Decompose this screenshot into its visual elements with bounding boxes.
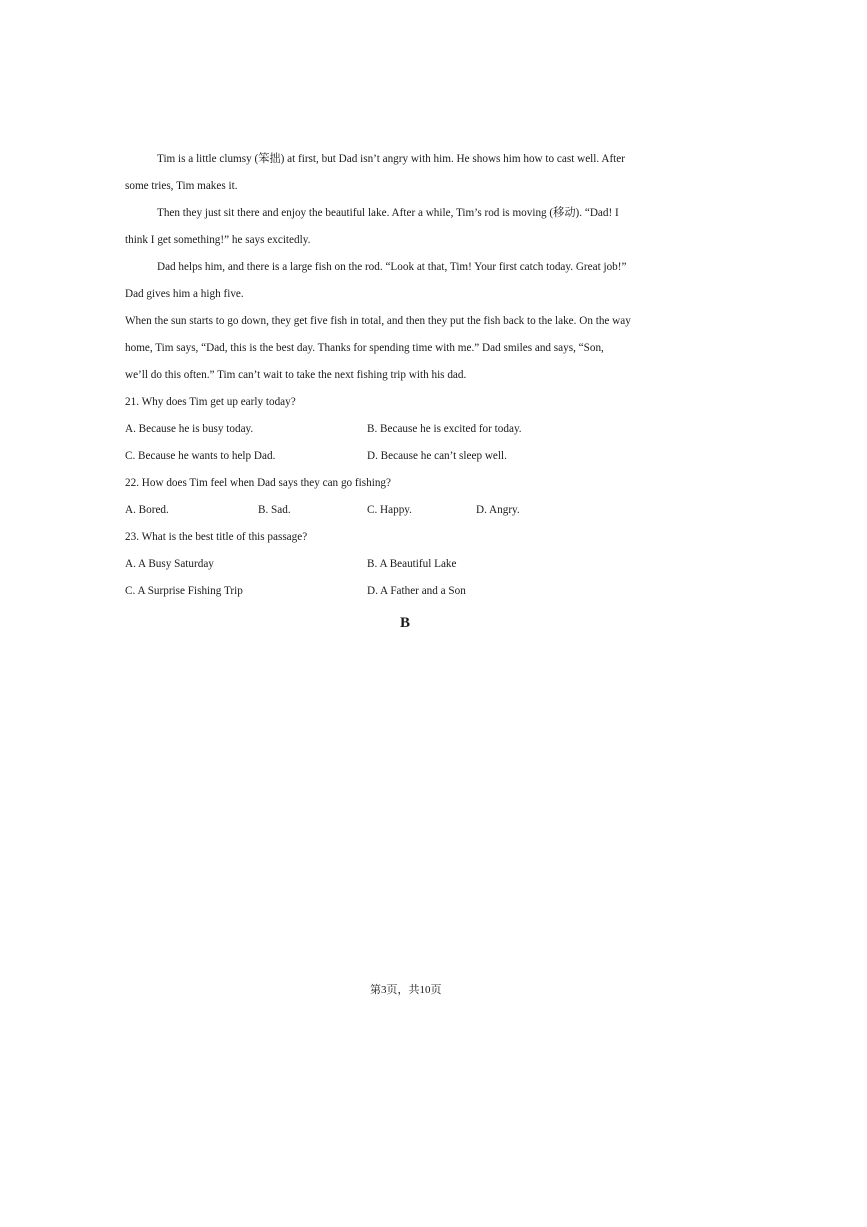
question-stem: 23. What is the best title of this passage? xyxy=(125,531,308,543)
answer-option: B. Because he is excited for today. xyxy=(367,423,522,435)
answer-option: A. Bored. xyxy=(125,504,169,516)
passage-line: Tim is a little clumsy (笨拙) at first, but Dad isn’t angry with him. He shows him how to cast well. After xyxy=(157,153,625,165)
answer-option: D. Because he can’t sleep well. xyxy=(367,450,507,462)
answer-option: B. Sad. xyxy=(258,504,291,516)
answer-option: C. Because he wants to help Dad. xyxy=(125,450,276,462)
passage-line: think I get something!” he says excitedly. xyxy=(125,234,311,246)
answer-option: B. A Beautiful Lake xyxy=(367,558,457,570)
answer-option: D. Angry. xyxy=(476,504,520,516)
passage-line: Dad gives him a high five. xyxy=(125,288,244,300)
passage-line: some tries, Tim makes it. xyxy=(125,180,238,192)
passage-line: When the sun starts to go down, they get five fish in total, and then they put the fish back to the lake. On the way xyxy=(125,315,631,327)
answer-option: D. A Father and a Son xyxy=(367,585,466,597)
answer-option: A. Because he is busy today. xyxy=(125,423,254,435)
question-stem: 22. How does Tim feel when Dad says they can go fishing? xyxy=(125,477,391,489)
question-stem: 21. Why does Tim get up early today? xyxy=(125,396,296,408)
passage-line: Dad helps him, and there is a large fish on the rod. “Look at that, Tim! Your first catch today. Great job!” xyxy=(157,261,627,273)
answer-option: C. Happy. xyxy=(367,504,412,516)
answer-option: A. A Busy Saturday xyxy=(125,558,214,570)
answer-option: C. A Surprise Fishing Trip xyxy=(125,585,243,597)
passage-line: home, Tim says, “Dad, this is the best day. Thanks for spending time with me.” Dad smiles and says, “Son, xyxy=(125,342,604,354)
passage-line: we’ll do this often.” Tim can’t wait to take the next fishing trip with his dad. xyxy=(125,369,467,381)
section-heading: B xyxy=(400,615,411,631)
passage-line: Then they just sit there and enjoy the beautiful lake. After a while, Tim’s rod is moving (移动). “Dad! I xyxy=(157,207,619,219)
page-footer: 第3页，共10页 xyxy=(370,984,442,996)
